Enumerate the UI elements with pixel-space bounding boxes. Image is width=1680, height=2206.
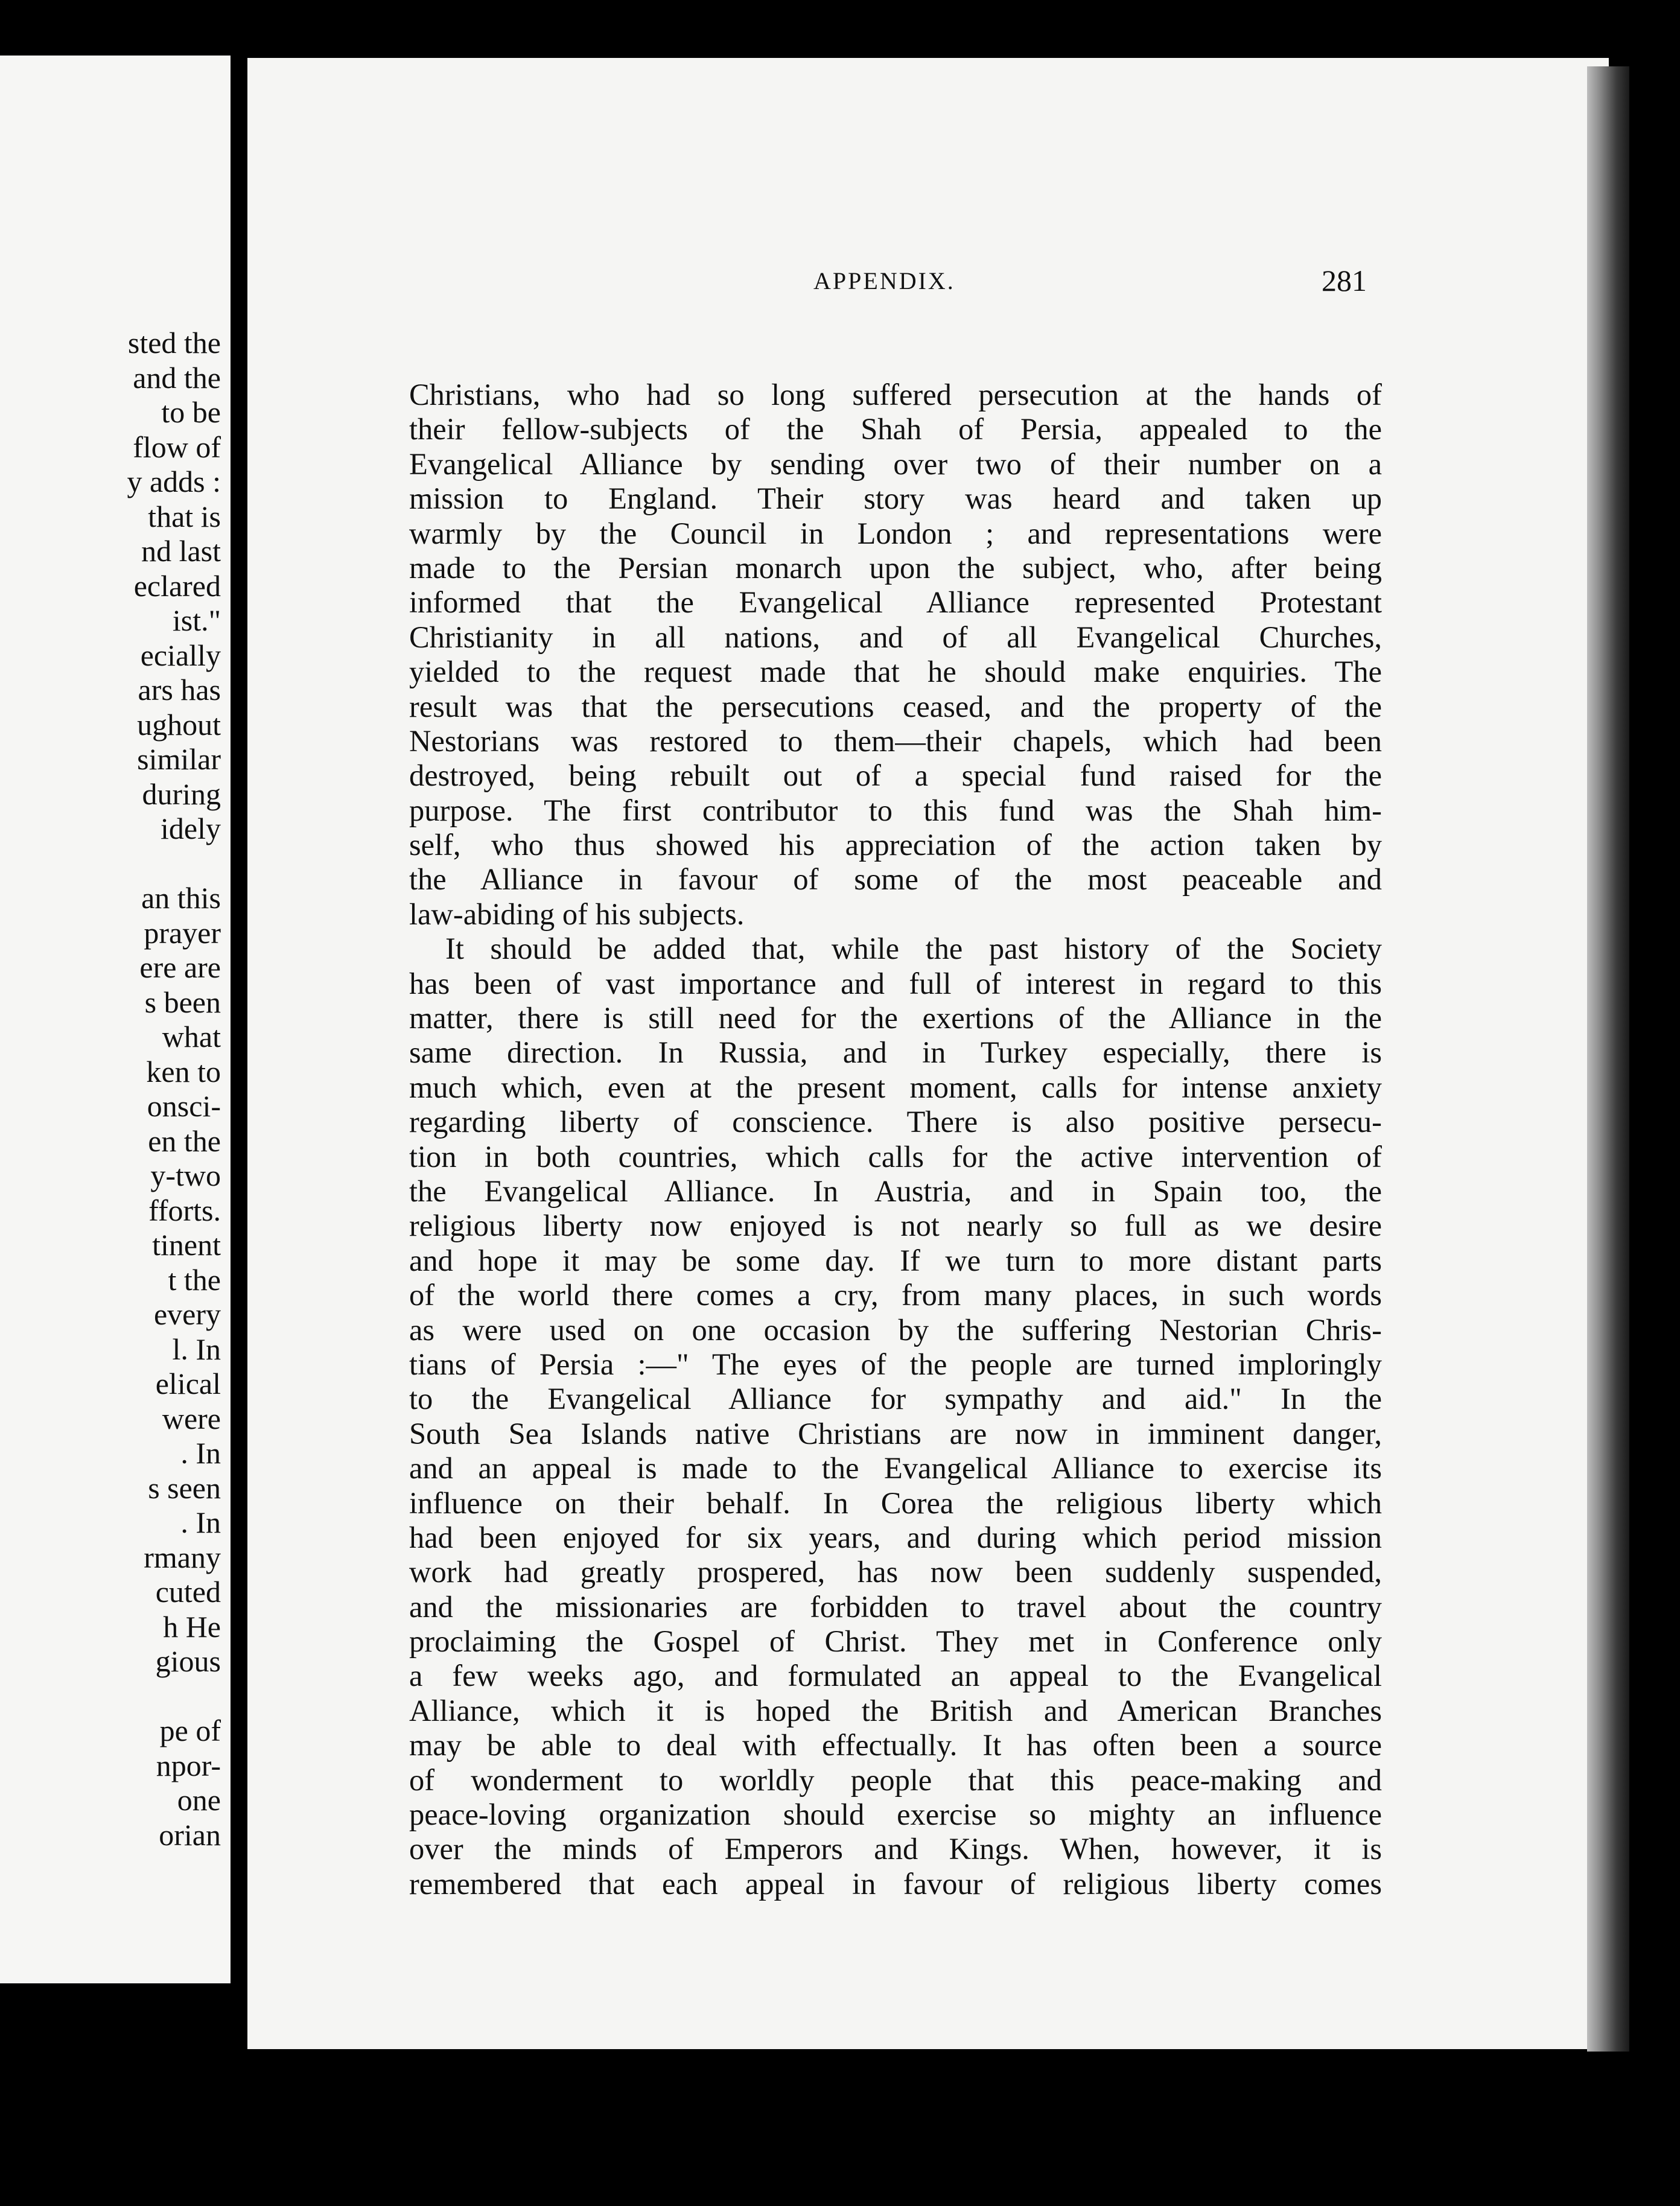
- text-line: proclaiming the Gospel of Christ. They met in Conference only: [409, 1624, 1382, 1659]
- text-line: Alliance, which it is hoped the British and American Branches: [409, 1693, 1382, 1728]
- text-line: mission to England. Their story was heard and taken up: [409, 482, 1382, 516]
- book-page: [247, 58, 1609, 2049]
- text-line: purpose. The first contributor to this fund was the Shah him-: [409, 793, 1382, 827]
- text-line: religious liberty now enjoyed is not nearly so full as we desire: [409, 1209, 1382, 1243]
- facing-page-line: what: [162, 1020, 221, 1054]
- text-line: over the minds of Emperors and Kings. When, however, it is: [409, 1832, 1382, 1866]
- text-line: law-abiding of his subjects.: [409, 897, 745, 931]
- facing-page-line: en the: [148, 1124, 221, 1158]
- text-line: has been of vast importance and full of interest in regard to this: [409, 966, 1382, 1000]
- facing-page-line: during: [142, 777, 221, 811]
- page-number: 281: [1322, 264, 1367, 297]
- facing-page-line: an this: [141, 881, 221, 915]
- facing-page-line: t the: [168, 1262, 221, 1297]
- text-line: as were used on one occasion by the suffering Nestorian Chris-: [409, 1312, 1382, 1347]
- facing-page-text: [127, 326, 221, 1852]
- facing-page-line: y adds :: [127, 465, 221, 498]
- facing-page-line: one: [177, 1783, 221, 1817]
- facing-page-line: [127, 847, 221, 882]
- text-line: warmly by the Council in London ; and representations were: [409, 516, 1382, 550]
- facing-page-line: prayer: [144, 915, 221, 950]
- page-edge: [1587, 66, 1629, 2052]
- text-line: influence on their behalf. In Corea the religious liberty which: [409, 1486, 1382, 1520]
- facing-page-line: onsci-: [147, 1089, 221, 1123]
- text-line: the Evangelical Alliance. In Austria, and in Spain too, the: [409, 1174, 1382, 1208]
- facing-page-line: . In: [180, 1505, 221, 1539]
- paragraph: [409, 932, 1382, 1901]
- facing-page-line: gious: [155, 1644, 221, 1678]
- facing-page-line: every: [153, 1297, 221, 1331]
- facing-page-line: tinent: [152, 1228, 221, 1262]
- facing-page-line: elical: [155, 1367, 221, 1400]
- facing-page-line: l. In: [172, 1332, 221, 1366]
- running-title: APPENDIX.: [813, 267, 955, 294]
- facing-page-line: orian: [159, 1817, 221, 1852]
- text-line: much which, even at the present moment, calls for intense anxiety: [409, 1070, 1382, 1104]
- facing-page-line: ken to: [146, 1054, 221, 1089]
- text-line: had been enjoyed for six years, and during which period mission: [409, 1520, 1382, 1554]
- running-head: [247, 264, 1609, 303]
- text-line: their fellow-subjects of the Shah of Persia, appealed to the: [409, 412, 1382, 447]
- text-line: of the world there comes a cry, from many places, in such words: [409, 1278, 1382, 1312]
- text-line: a few weeks ago, and formulated an appeal to the Evangelical: [409, 1659, 1382, 1693]
- facing-page-line: eclared: [133, 568, 221, 603]
- text-line: regarding liberty of conscience. There is also positive persecu-: [409, 1105, 1382, 1139]
- facing-page-line: rmany: [144, 1540, 221, 1574]
- text-line: destroyed, being rebuilt out of a special fund raised for the: [409, 758, 1382, 793]
- text-line: same direction. In Russia, and in Turkey especially, there is: [409, 1035, 1382, 1070]
- facing-page-line: [127, 1679, 221, 1714]
- facing-page-fragment: [0, 56, 231, 1983]
- facing-page-line: s seen: [148, 1470, 221, 1505]
- facing-page-line: ist.": [172, 603, 221, 637]
- text-line: work had greatly prospered, has now been suddenly suspended,: [409, 1555, 1382, 1589]
- facing-page-line: similar: [137, 742, 221, 776]
- facing-page-line: ecially: [140, 638, 221, 672]
- text-line: tians of Persia :—" The eyes of the people are turned imploringly: [409, 1347, 1382, 1381]
- body-text: [409, 378, 1382, 1901]
- text-line: the Alliance in favour of some of the most peaceable and: [409, 862, 1382, 897]
- text-line: of wonderment to worldly people that this peace-making and: [409, 1763, 1382, 1797]
- facing-page-line: ars has: [138, 673, 221, 707]
- text-line: matter, there is still need for the exertions of the Alliance in the: [409, 1001, 1382, 1035]
- text-line: tion in both countries, which calls for the active intervention of: [409, 1139, 1382, 1174]
- facing-page-line: that is: [148, 499, 221, 533]
- text-line: and hope it may be some day. If we turn to more distant parts: [409, 1243, 1382, 1277]
- facing-page-line: cuted: [155, 1575, 221, 1609]
- text-line: Nestorians was restored to them—their chapels, which had been: [409, 723, 1382, 758]
- facing-page-line: fforts.: [148, 1193, 221, 1227]
- facing-page-line: were: [162, 1401, 221, 1435]
- book-gutter: [231, 56, 247, 1992]
- facing-page-line: idely: [161, 812, 221, 845]
- text-line: and the missionaries are forbidden to travel about the country: [409, 1589, 1382, 1624]
- text-line: South Sea Islands native Christians are now in imminent danger,: [409, 1416, 1382, 1451]
- facing-page-line: nd last: [141, 534, 221, 568]
- text-line: yielded to the request made that he should make enquiries. The: [409, 655, 1382, 689]
- facing-page-line: ughout: [137, 707, 221, 742]
- facing-page-line: . In: [180, 1436, 221, 1470]
- text-line: remembered that each appeal in favour of religious liberty comes: [409, 1866, 1382, 1901]
- text-line: result was that the persecutions ceased, and the property of the: [409, 689, 1382, 723]
- text-line: Christians, who had so long suffered persecution at the hands of: [409, 378, 1382, 412]
- text-line: Christianity in all nations, and of all Evangelical Churches,: [409, 620, 1382, 654]
- text-line: and an appeal is made to the Evangelical Alliance to exercise its: [409, 1451, 1382, 1486]
- facing-page-line: s been: [144, 985, 221, 1019]
- text-line: made to the Persian monarch upon the subject, who, after being: [409, 550, 1382, 585]
- text-line: informed that the Evangelical Alliance represented Protestant: [409, 585, 1382, 620]
- facing-page-line: flow of: [133, 430, 221, 464]
- facing-page-line: npor-: [156, 1748, 221, 1782]
- facing-page-line: sted the: [127, 326, 221, 360]
- text-line: to the Evangelical Alliance for sympathy and aid." In the: [409, 1382, 1382, 1416]
- facing-page-line: ere are: [139, 950, 221, 984]
- text-line: peace-loving organization should exercise so mighty an influence: [409, 1798, 1382, 1832]
- facing-page-line: and the: [133, 360, 221, 395]
- facing-page-line: y-two: [150, 1159, 221, 1192]
- facing-page-line: h He: [163, 1609, 221, 1644]
- text-line: Evangelical Alliance by sending over two of their number on a: [409, 447, 1382, 481]
- paragraph: [409, 378, 1382, 932]
- text-line: It should be added that, while the past history of the Society: [445, 932, 1382, 966]
- text-line: may be able to deal with effectually. It has often been a source: [409, 1728, 1382, 1763]
- facing-page-line: to be: [161, 395, 221, 429]
- facing-page-line: pe of: [159, 1714, 221, 1747]
- text-line: self, who thus showed his appreciation of the action taken by: [409, 828, 1382, 862]
